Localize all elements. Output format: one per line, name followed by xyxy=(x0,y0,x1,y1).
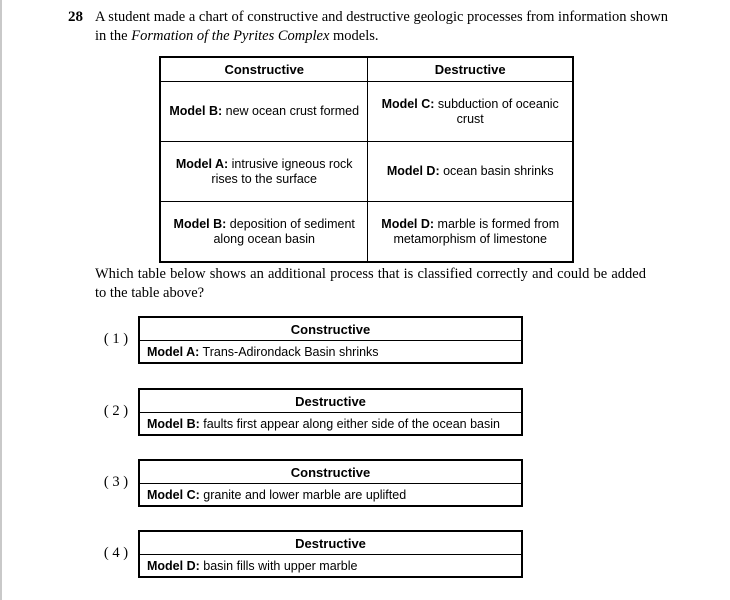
table-row xyxy=(160,82,573,142)
process-text: new ocean crust formed xyxy=(222,104,360,118)
main-cell-destructive-3 xyxy=(368,202,573,263)
table-row xyxy=(160,142,573,202)
process-text: deposition of sediment along ocean basin xyxy=(213,216,355,246)
question-stem-text xyxy=(95,8,668,46)
stem-text-part2: models. xyxy=(329,28,379,44)
main-cell-destructive-1 xyxy=(368,82,573,142)
model-label: Model D: xyxy=(147,558,200,573)
choice-header-3: Constructive xyxy=(139,460,522,484)
answer-choice-3[interactable] xyxy=(98,459,523,505)
main-cell-destructive-2 xyxy=(368,142,573,202)
table-row xyxy=(139,555,522,578)
process-text: subduction of oceanic crust xyxy=(434,96,559,126)
process-text: granite and lower marble are uplifted xyxy=(199,487,407,502)
main-table-header-constructive: Constructive xyxy=(160,57,368,82)
process-text: faults first appear along either side of the ocean basin xyxy=(199,416,500,431)
model-label: Model D: xyxy=(386,164,440,178)
main-cell-constructive-2 xyxy=(160,142,368,202)
choice-table-1 xyxy=(138,316,523,364)
choice-header-1: Constructive xyxy=(139,317,522,341)
model-label: Model B: xyxy=(147,416,200,431)
choice-cell-3 xyxy=(139,484,522,507)
process-text: intrusive igneous rock rises to the surface xyxy=(211,156,353,186)
choice-header-2: Destructive xyxy=(139,389,522,413)
choice-header-row xyxy=(139,460,522,484)
process-text: marble is formed from metamorphism of limestone xyxy=(393,216,560,246)
stem-text-italic: Formation of the Pyrites Complex xyxy=(131,28,330,44)
choice-label-2: ( 2 ) xyxy=(103,402,129,419)
table-row xyxy=(139,413,522,436)
main-cell-constructive-1 xyxy=(160,82,368,142)
model-label: Model A: xyxy=(147,344,200,359)
answer-choice-4[interactable] xyxy=(98,530,523,576)
main-table-header-destructive: Destructive xyxy=(368,57,573,82)
answer-choice-2[interactable] xyxy=(98,388,523,434)
main-cell-constructive-3 xyxy=(160,202,368,263)
model-label: Model B: xyxy=(173,216,227,231)
choice-cell-1 xyxy=(139,341,522,364)
table-row xyxy=(160,202,573,263)
choice-label-4: ( 4 ) xyxy=(103,544,129,561)
model-label: Model D: xyxy=(381,216,435,231)
main-table-header-row xyxy=(160,57,573,82)
choice-header-row xyxy=(139,531,522,555)
choice-cell-4 xyxy=(139,555,522,578)
choice-table-3 xyxy=(138,459,523,507)
choice-table-4 xyxy=(138,530,523,578)
table-row xyxy=(139,341,522,364)
question-prompt: Which table below shows an additional process that is classified correctly and could be added to the table above? xyxy=(95,266,646,301)
model-label: Model A: xyxy=(175,156,229,171)
process-text: Trans-Adirondack Basin shrinks xyxy=(199,344,379,359)
choice-label-1: ( 1 ) xyxy=(103,330,129,347)
model-label: Model C: xyxy=(147,487,200,502)
process-text: ocean basin shrinks xyxy=(439,164,554,178)
model-label: Model B: xyxy=(169,104,223,118)
model-label: Model C: xyxy=(381,96,435,111)
choice-label-3: ( 3 ) xyxy=(103,473,129,490)
choice-cell-2 xyxy=(139,413,522,436)
choice-header-4: Destructive xyxy=(139,531,522,555)
process-text: basin fills with upper marble xyxy=(199,558,358,573)
stem-text-part1: A student made a chart of constructive and destructive geologic processes from information shown in the xyxy=(95,9,668,44)
answer-choice-1[interactable] xyxy=(98,316,523,362)
question-number: 28 xyxy=(68,9,83,25)
choice-header-row xyxy=(139,317,522,341)
main-chart-table xyxy=(159,56,574,263)
choice-header-row xyxy=(139,389,522,413)
page-scan-edge xyxy=(0,0,2,600)
table-row xyxy=(139,484,522,507)
choice-table-2 xyxy=(138,388,523,436)
question-stem xyxy=(68,8,668,46)
